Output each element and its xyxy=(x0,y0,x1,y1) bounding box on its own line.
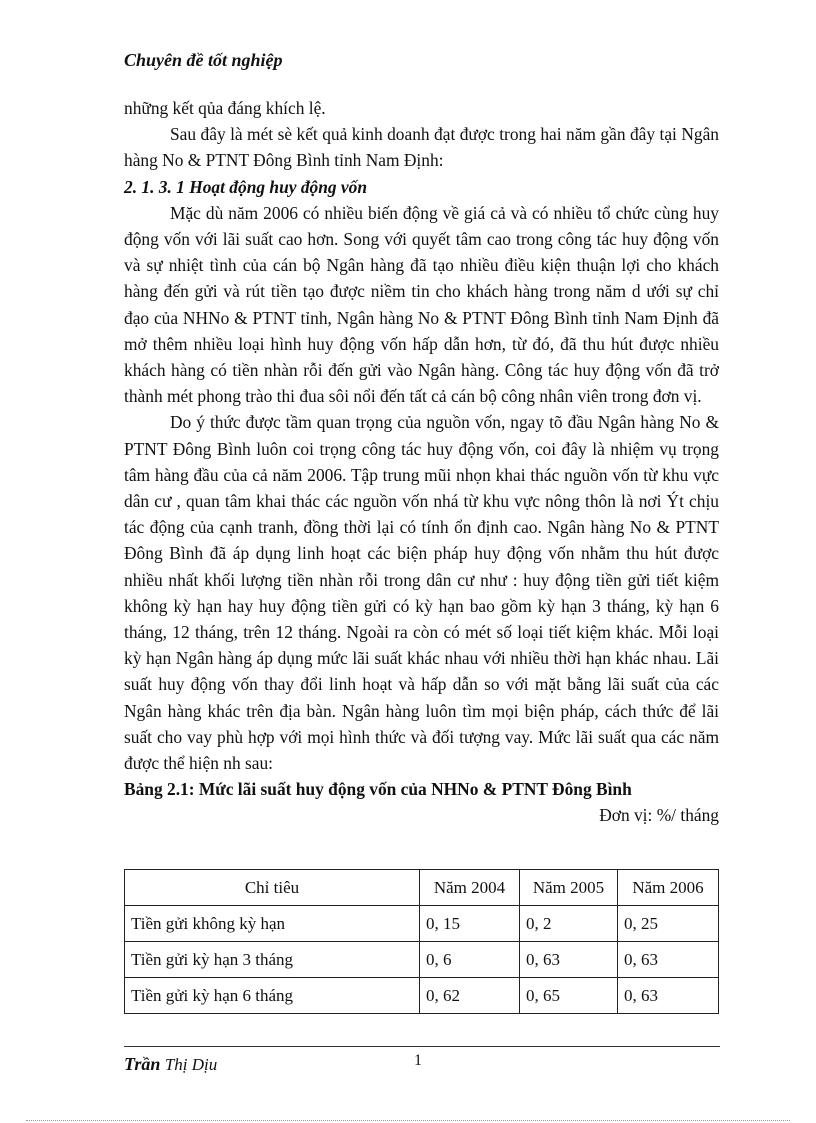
footer-divider xyxy=(124,1046,720,1047)
author-given-name: Thị Dịu xyxy=(164,1055,218,1074)
section-heading: 2. 1. 3. 1 Hoạt động huy động vốn xyxy=(124,176,368,197)
table-cell: 0, 25 xyxy=(618,906,719,942)
table-cell: 0, 65 xyxy=(520,978,618,1014)
table-header-cell: Năm 2004 xyxy=(420,870,520,906)
paragraph: Sau đây là mét sè kết quả kinh doanh đạt được trong hai năm gần đây tại Ngân hàng No & PTNT Đông Bình tỉnh Nam Định: xyxy=(124,124,719,171)
page-bottom-border xyxy=(26,1120,790,1121)
table-cell: 0, 6 xyxy=(420,942,520,978)
paragraph: Mặc dù năm 2006 có nhiều biến động về giá cả và có nhiều tổ chức cùng huy động vốn với lãi suất cao hơn. Song với quyết tâm cao trong công tác huy động vốn và sự nhiệt tình của cán bộ Ngân hàng đã tạo nhiều điều kiện thuận lợi cho khách hàng đến gửi và rút tiền tạo được niềm tin cho khách hàng trong năm d ưới sự chỉ đạo của NHNo & PTNT tỉnh, Ngân hàng No & PTNT Đông Bình tỉnh Nam Định đã mở thêm nhiều loại hình huy động vốn hấp dẫn hơn, từ đó, đã thu hút được nhiều khách hàng có tiền nhàn rỗi đến gửi vào Ngân hàng. Công tác huy động vốn đã trở thành mét phong trào thi đua sôi nổi đến tất cả cán bộ công nhân viên trong đơn vị. xyxy=(124,202,719,407)
table-header-cell: Chỉ tiêu xyxy=(125,870,420,906)
table-row xyxy=(125,906,719,942)
paragraph: những kết qủa đáng khích lệ. xyxy=(124,98,326,118)
table-cell: Tiền gửi kỳ hạn 6 tháng xyxy=(125,978,420,1014)
table-cell: 0, 63 xyxy=(520,942,618,978)
table-cell: 0, 2 xyxy=(520,906,618,942)
paragraph: Do ý thức được tầm quan trọng của nguồn vốn, ngay tõ đầu Ngân hàng No & PTNT Đông Bình luôn coi trọng công tác huy động vốn, coi đây là nhiệm vụ trọng tâm hàng đầu của cả năm 2006. Tập trung mũi nhọn khai thác nguồn vốn từ khu vực dân cư , quan tâm khai thác các nguồn vốn nhá từ khu vực nông thôn là nơi Ýt chịu tác động của cạnh tranh, đồng thời lại có tính ổn định cao. Ngân hàng No & PTNT Đông Bình đã áp dụng linh hoạt các biện pháp huy động vốn nhằm thu hút được nhiều nhất khối lượng tiền nhàn rỗi trong dân cư như : huy động tiền gửi tiết kiệm không kỳ hạn hay huy động tiền gửi có kỳ hạn bao gồm kỳ hạn 3 tháng, kỳ hạn 6 tháng, 12 tháng, trên 12 tháng. Ngoài ra còn có mét số loại tiết kiệm khác. Mỗi loại kỳ hạn Ngân hàng áp dụng mức lãi suất khác nhau với nhiều thời hạn khác nhau. Lãi suất huy động vốn thay đổi linh hoạt và hấp dẫn so với mặt bằng lãi suất của các Ngân hàng khác trên địa bàn. Ngân hàng luôn tìm mọi biện pháp, cách thức để lãi suất cho vay phù hợp với mọi hình thức và đối tượng vay. Mức lãi suất qua các năm được thể hiện nh sau: xyxy=(124,412,719,774)
interest-rate-table-wrapper xyxy=(124,869,719,1014)
table-cell: 0, 15 xyxy=(420,906,520,942)
document-body xyxy=(124,95,719,829)
table-cell: Tiền gửi kỳ hạn 3 tháng xyxy=(125,942,420,978)
table-cell: 0, 63 xyxy=(618,942,719,978)
footer-author xyxy=(124,1054,217,1075)
page-number: 1 xyxy=(414,1052,422,1069)
table-cell: 0, 63 xyxy=(618,978,719,1014)
table-header-row xyxy=(125,870,719,906)
table-row xyxy=(125,942,719,978)
author-surname: Trần xyxy=(124,1054,161,1074)
table-cell: 0, 62 xyxy=(420,978,520,1014)
table-caption: Bảng 2.1: Mức lãi suất huy động vốn của NHNo & PTNT Đông Bình xyxy=(124,779,632,800)
table-header-cell: Năm 2006 xyxy=(618,870,719,906)
table-unit: Đơn vị: %/ tháng xyxy=(599,805,719,826)
table-header-cell: Năm 2005 xyxy=(520,870,618,906)
document-header-title: Chuyên đề tốt nghiệp xyxy=(124,50,283,70)
table-row xyxy=(125,978,719,1014)
interest-rate-table xyxy=(124,869,719,1014)
table-cell: Tiền gửi không kỳ hạn xyxy=(125,906,420,942)
